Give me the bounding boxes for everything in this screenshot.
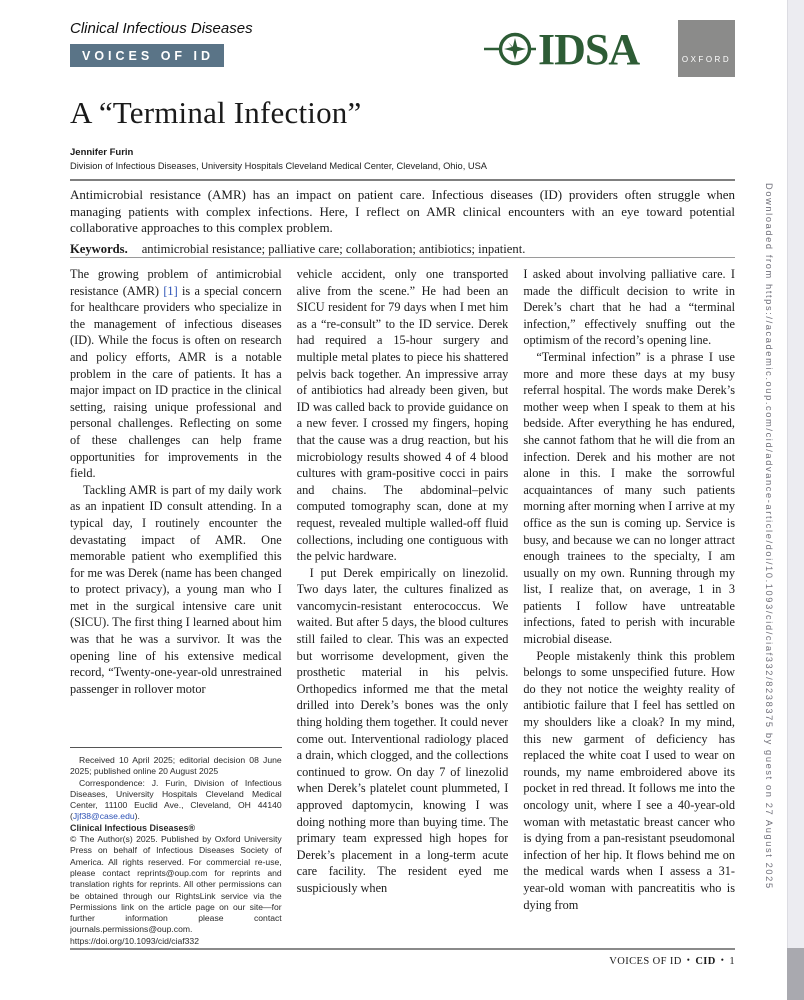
paragraph: Tackling AMR is part of my daily work as an inpatient ID consult attending. In a typical day, I routinely encounter the devastating impact of AMR. One memorable patient who exemplified this for me was Derek (name has been changed to protect privacy), a young man who I met in the surgical intensive care unit (SICU). The first thing I learned about him was that he was a survivor. It was the opening line of his extensive medical record, “Twenty-one-year-old unrestrained passenger in rollover motor xyxy=(70,482,282,696)
correspondence-email-link[interactable]: Jjf38@case.edu xyxy=(72,811,135,822)
idsa-logo-text: IDSA xyxy=(538,25,640,74)
paragraph-text: is a special concern for healthcare providers who specialize in the management of infectious diseases (ID). While the focus is often on research and policy efforts, AMR is a notable problem in the care of patients. It has a major impact on ID practice in the clinical setting, raising unique professional and personal challenges. Reflecting on some of these challenges can help frame opportunities for improvements in the field. xyxy=(70,283,282,481)
journal-branding xyxy=(70,20,253,67)
article-footnotes xyxy=(70,747,282,947)
article-title: A “Terminal Infection” xyxy=(70,95,362,130)
received-dates: Received 10 April 2025; editorial decision 08 June 2025; published online 20 August 2025 xyxy=(70,754,282,777)
correspondence-text: Correspondence: J. Furin, Division of Infectious Diseases, University Hospitals Cleveland Medical Center, 11100 Euclid Ave., Cleveland, OH 44140 ( xyxy=(70,777,282,822)
keywords-list: antimicrobial resistance; palliative care; collaboration; antibiotics; inpatient. xyxy=(141,242,526,256)
author-affiliation: Division of Infectious Diseases, University Hospitals Cleveland Medical Center, Cleveland, Ohio, USA xyxy=(70,161,487,171)
paragraph: “Terminal infection” is a phrase I use more and more these days at my busy referral hospital. The words make Derek’s mother weep when I speak to them at his bedside. After everything he has endured, she cannot fathom that he will die from an infection. Derek and his mother are not alone in this. I make the sorrowful acquaintances of many such patients morning after morning when I arrive at my office as the sun is coming up. Service is busy, and because we can no longer attract enough trainees to the specialty, I am usually on my own. Running through my list, I realize that, on average, 1 in 3 patients I follow have untreatable infections, fated to perish with incurable microbial disease. xyxy=(523,349,736,647)
journal-name-footnote: Clinical Infectious Diseases® xyxy=(70,822,196,833)
section-badge: VOICES OF ID xyxy=(70,44,224,67)
paragraph-text: The growing problem of antimicrobial resistance (AMR) xyxy=(70,267,282,298)
paragraph: I asked about involving palliative care. I made the difficult decision to write in Derek’s chart that he had a “terminal infection,” effectively snuffing out the optimism of the record’s opening line. xyxy=(523,267,736,348)
keywords-line xyxy=(70,242,735,257)
article-content xyxy=(70,0,735,1000)
footer-page-number: 1 xyxy=(729,956,735,967)
footer-section: VOICES OF ID xyxy=(609,956,682,967)
footer-journal-abbrev: CID xyxy=(695,956,716,967)
running-footer xyxy=(609,955,735,967)
body-columns xyxy=(70,266,735,947)
divider-rule xyxy=(70,257,735,258)
journal-name: Clinical Infectious Diseases xyxy=(70,20,253,37)
copyright-notice: © The Author(s) 2025. Published by Oxford University Press on behalf of Infectious Diseases Society of America. All rights reserved. For commercial re-use, please contact reprints@oup.com for reprints and translation rights for reprints. All other permissions can be obtained through our RightsLink service via the Permissions link on the article page on our site—for further information please contact journals.permissions@oup.com. xyxy=(70,834,282,935)
column-1-text xyxy=(70,266,282,697)
publisher-logos xyxy=(484,20,735,77)
correspondence-text: ). xyxy=(134,811,140,822)
paragraph xyxy=(70,266,282,482)
author-name: Jennifer Furin xyxy=(70,147,134,158)
viewer-scrollbar-track[interactable] xyxy=(787,0,804,1000)
idsa-logo-icon xyxy=(484,20,664,77)
scrollbar-thumb[interactable] xyxy=(787,948,804,1000)
abstract-text: Antimicrobial resistance (AMR) has an impact on patient care. Infectious diseases (ID) providers often struggle when managing patients with complex infections. Here, I reflect on AMR clinical encounters with an eye toward potential collaborative approaches to this complex problem. xyxy=(70,187,735,236)
footer-rule xyxy=(70,948,735,950)
footer-bullet: • xyxy=(686,955,691,965)
doi-link[interactable]: https://doi.org/10.1093/cid/ciaf332 xyxy=(70,935,199,946)
body-column-1 xyxy=(70,266,282,947)
oxford-logo: OXFORD xyxy=(678,20,735,77)
page-header xyxy=(70,20,735,77)
correspondence-note xyxy=(70,778,282,823)
body-column-3 xyxy=(523,266,735,947)
paragraph: I put Derek empirically on linezolid. Two days later, the cultures finalized as vancomycin-resistant enterococcus. We waited. But after 5 days, the blood cultures still failed to clear. This was an expected but worrisome development, given the prosthetic material in his pelvis. Orthopedics informed me that the metal drilled into Derek’s bones was the only thing holding them together. It could never come out. Interventional radiology placed a drain, which clogged, and the collections continued to grow. On day 7 of linezolid when Derek’s platelet count plummeted, I approved daptomycin, knowing I was doing nothing more than buying time. The primary team expressed high hopes for Derek’s placement in a long-term acute care facility. The resident eyed me suspiciously when xyxy=(296,565,509,895)
divider-rule xyxy=(70,179,735,181)
paragraph: vehicle accident, only one transported alive from the scene.” He had been an SICU resident for 79 days when I met him as a “re-consult” to the ID service. Derek had required a 15-hour surgery and multiple metal plates to piece his shattered pelvis back together. An impressive array of antibiotics had already been given, but ID was called back to provide guidance on a new fever. I crossed my fingers, hoping that the cause was a drug reaction, but his microbiology results showed 4 of 4 blood cultures with gram-positive cocci in pairs and chains. The abdominal–pelvic computed tomography scan, done at my request, revealed multiple walled-off fluid collections, including one contiguous with the pelvic hardware. xyxy=(296,267,509,564)
keywords-label: Keywords. xyxy=(70,242,128,256)
download-watermark: Downloaded from https://academic.oup.com/cid/advance-article/doi/10.1093/cid/ciaf332/8238375 by guest on 27 August 2025 xyxy=(764,183,774,890)
paragraph: People mistakenly think this problem belongs to some unspecified future. How do they not notice the weighty reality of antibiotic failure that I feel has settled on my shoulders like a cloak? In my mind, this new garment of deficiency has replaced the white coat I used to wear on rounds, my name embroidered above its pocket in red thread. It follows me into the oncology unit, where I see a 40-year-old woman with metastatic breast cancer who is dying from a pan-resistant pseudomonal infection of her hip. It flows behind me on the medical wards when I assess a 31-year-old woman with pancreatitis who is dying from xyxy=(523,648,736,912)
body-column-2 xyxy=(297,266,509,947)
footer-bullet: • xyxy=(720,955,725,965)
reference-1-link[interactable]: [1] xyxy=(163,283,178,298)
